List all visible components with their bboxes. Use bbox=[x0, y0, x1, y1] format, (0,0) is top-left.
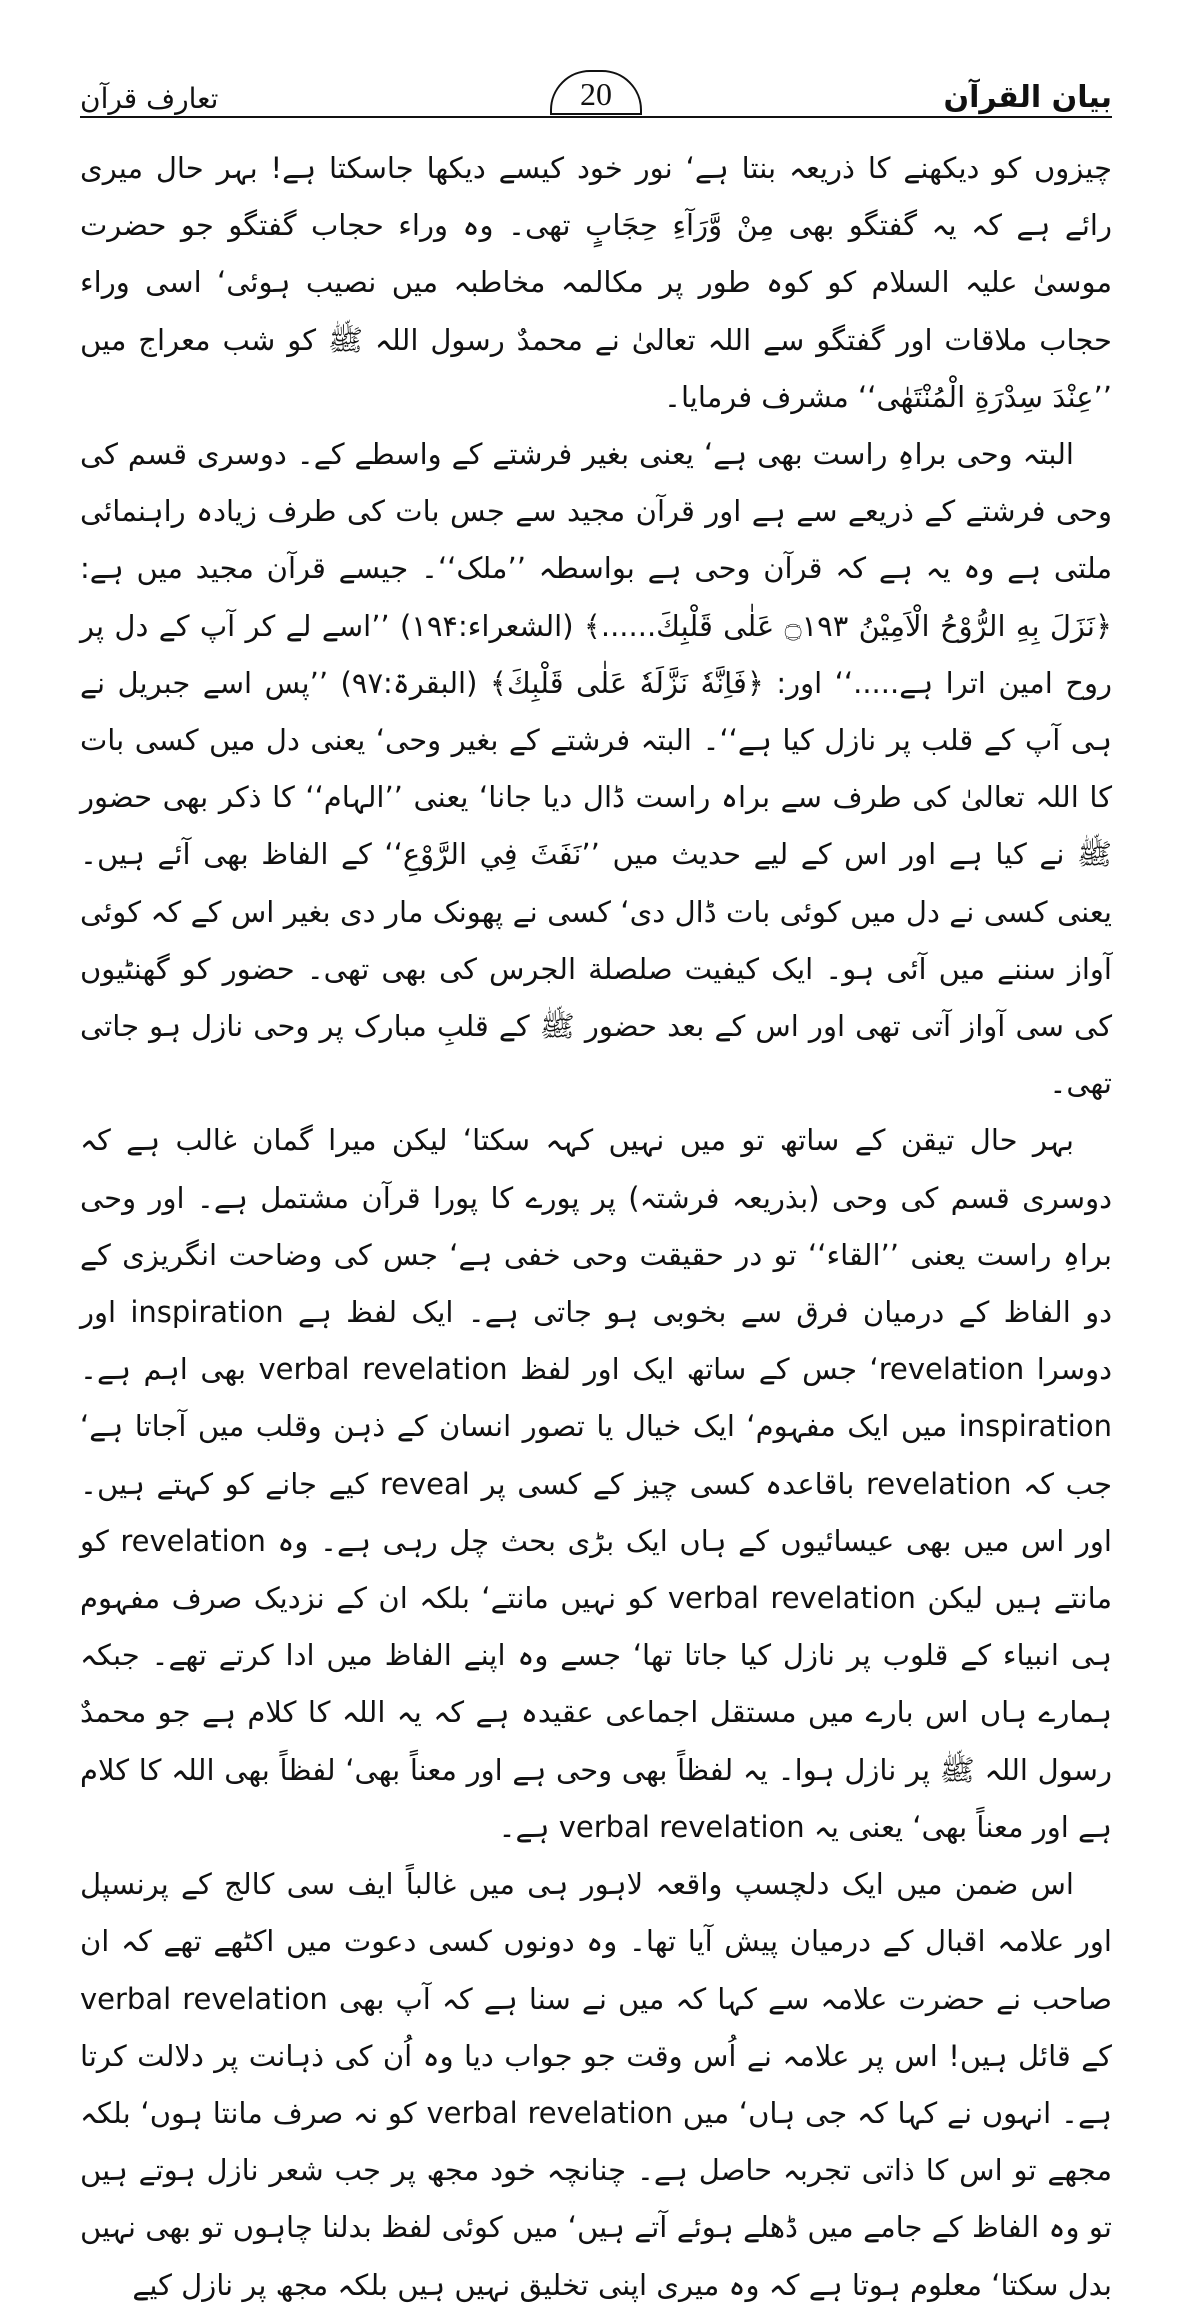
header-rule bbox=[80, 116, 1112, 118]
paragraph: اس ضمن میں ایک دلچسپ واقعہ لاہور ہی میں غالباً ایف سی کالج کے پرنسپل اور علامہ اقبال کے درمیان پیش آیا تھا۔ وہ دونوں کسی دعوت میں اکٹھے تھے کہ ان صاحب نے حضرت علامہ سے کہا کہ میں نے سنا ہے کہ آپ بھی verbal revelation کے قائل ہیں! اس پر علامہ نے اُس وقت جو جواب دیا وہ اُن کی ذہانت پر دلالت کرتا ہے۔ انہوں نے کہا کہ جی ہاں‘ میں verbal revelation کو نہ صرف مانتا ہوں‘ بلکہ مجھے تو اس کا ذاتی تجربہ حاصل ہے۔ چنانچہ خود مجھ پر جب شعر نازل ہوتے ہیں تو وہ الفاظ کے جامے میں ڈھلے ہوئے آتے ہیں‘ میں کوئی لفظ بدلنا چاہوں تو بھی نہیں بدل سکتا‘ معلوم ہوتا ہے کہ وہ میری اپنی تخلیق نہیں ہیں بلکہ مجھ پر نازل کیے bbox=[80, 1867, 1112, 2302]
chapter-title: تعارف قرآن bbox=[80, 82, 232, 115]
paragraph: البتہ وحی براہِ راست بھی ہے‘ یعنی بغیر فرشتے کے واسطے کے۔ دوسری قسم کی وحی فرشتے کے ذریعے سے ہے اور قرآن مجید سے جس بات کی طرف زیادہ راہنمائی ملتی ہے وہ یہ ہے کہ قرآن وحی ہے بواسطہ ’’ملک‘‘۔ جیسے قرآن مجید میں ہے: ﴿نَزَلَ بِهِ الرُّوْحُ الْاَمِيْنُ ۝۱۹۳ عَلٰى قَلْبِكَ......﴾ (الشعراء:۱۹۴) ’’اسے لے کر آپ کے دل پر روح امین اترا ہے.....‘‘ اور: ﴿فَاِنَّهٗ نَزَّلَهٗ عَلٰى قَلْبِكَ﴾ (البقرۃ:۹۷) ’’پس اسے جبریل نے ہی آپ کے قلب پر نازل کیا ہے‘‘۔ البتہ فرشتے کے بغیر وحی‘ یعنی دل میں کسی بات کا اللہ تعالیٰ کی طرف سے براہ راست ڈال دیا جانا‘ یعنی ’’الہام‘‘ کا ذکر بھی حضور ﷺ نے کیا ہے اور اس کے لیے حدیث میں ’’نَفَثَ فِي الرَّوْعِ‘‘ کے الفاظ بھی آئے ہیں۔ یعنی کسی نے دل میں کوئی بات ڈال دی‘ کسی نے پھونک مار دی بغیر اس کے کہ کوئی آواز سننے میں آئی ہو۔ ایک کیفیت صلصلة الجرس کی بھی تھی۔ حضور کو گھنٹیوں کی سی آواز آتی تھی اور اس کے بعد حضور ﷺ کے قلبِ مبارک پر وحی نازل ہو جاتی تھی۔ bbox=[80, 437, 1112, 1101]
paragraph: بہر حال تیقن کے ساتھ تو میں نہیں کہہ سکتا‘ لیکن میرا گمان غالب ہے کہ دوسری قسم کی وحی (بذریعہ فرشتہ) پر پورے کا پورا قرآن مشتمل ہے۔ اور وحی براہِ راست یعنی ’’القاء‘‘ تو در حقیقت وحی خفی ہے‘ جس کی وضاحت انگریزی کے دو الفاظ کے درمیان فرق سے بخوبی ہو جاتی ہے۔ ایک لفظ ہے inspiration اور دوسرا revelation‘ جس کے ساتھ ایک اور لفظ verbal revelation بھی اہم ہے۔ inspiration میں ایک مفہوم‘ ایک خیال یا تصور انسان کے ذہن وقلب میں آجاتا ہے‘ جب کہ revelation باقاعدہ کسی چیز کے کسی پر reveal کیے جانے کو کہتے ہیں۔ اور اس میں بھی عیسائیوں کے ہاں ایک بڑی بحث چل رہی ہے۔ وہ revelation کو مانتے ہیں لیکن verbal revelation کو نہیں مانتے‘ بلکہ ان کے نزدیک صرف مفہوم ہی انبیاء کے قلوب پر نازل کیا جاتا تھا‘ جسے وہ اپنے الفاظ میں ادا کرتے تھے۔ جبکہ ہمارے ہاں اس بارے میں مستقل اجماعی عقیدہ ہے کہ یہ اللہ کا کلام ہے جو محمدٌ رسول اللہ ﷺ پر نازل ہوا۔ یہ لفظاً بھی وحی ہے اور معناً بھی‘ لفظاً بھی اللہ کا کلام ہے اور معناً بھی‘ یعنی یہ verbal revelation ہے۔ bbox=[80, 1123, 1113, 1844]
paragraph: چیزوں کو دیکھنے کا ذریعہ بنتا ہے‘ نور خود کیسے دیکھا جاسکتا ہے! بہر حال میری رائے ہے کہ یہ گفتگو بھی مِنْ وَّرَآءِ حِجَابٍ تھی۔ وہ وراء حجاب گفتگو جو حضرت موسیٰ علیہ السلام کو کوہ طور پر مکالمہ مخاطبہ میں نصیب ہوئی‘ اسی وراء حجاب ملاقات اور گفتگو سے اللہ تعالیٰ نے محمدٌ رسول اللہ ﷺ کو شب معراج میں ’’عِنْدَ سِدْرَةِ الْمُنْتَهٰی‘‘ مشرف فرمایا۔ bbox=[80, 151, 1112, 414]
page-body bbox=[80, 140, 1112, 2314]
book-title: بیان القرآن bbox=[929, 80, 1112, 115]
page-number: 20 bbox=[550, 70, 642, 115]
page-header bbox=[80, 70, 1112, 140]
